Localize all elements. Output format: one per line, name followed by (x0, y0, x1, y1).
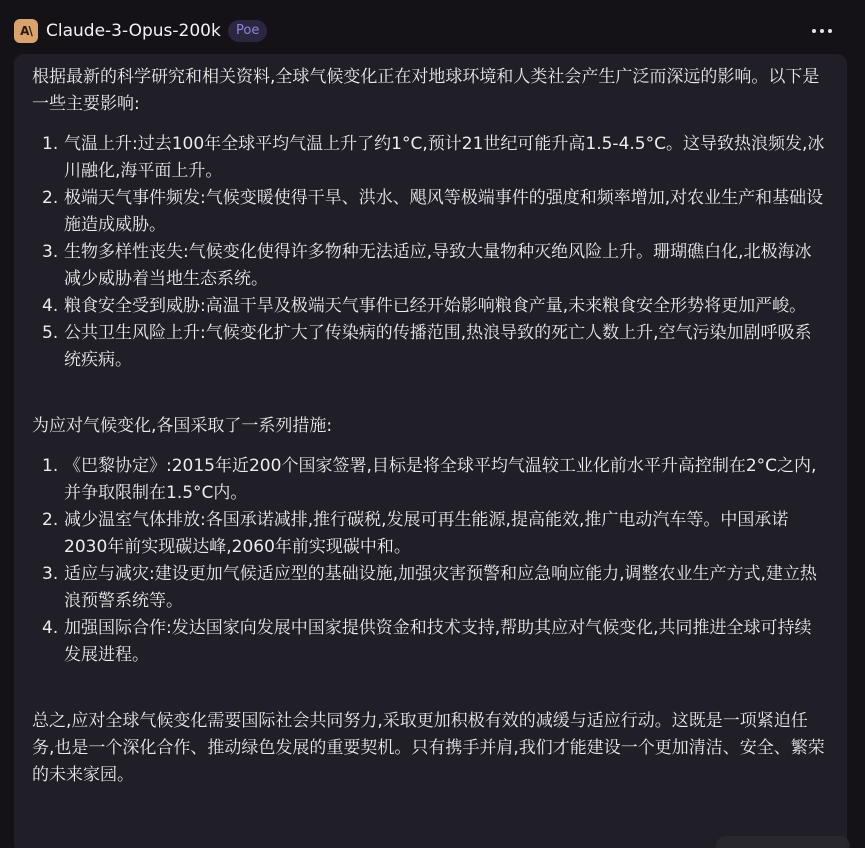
poe-badge: Poe (228, 20, 267, 42)
list-item (32, 239, 827, 293)
list-item (32, 320, 827, 374)
more-options-icon[interactable] (808, 20, 836, 42)
dot (820, 29, 824, 33)
list-item-text: 气温上升:过去100年全球平均气温上升了约1°C,预计21世纪可能升高1.5-4.5°C。这导致热浪频发,冰川融化,海平面上升。 (64, 134, 825, 181)
list-item (32, 507, 827, 561)
list-number: 1. (42, 134, 59, 154)
list-number: 2. (42, 510, 59, 530)
watermark (716, 836, 850, 848)
list-number: 1. (42, 456, 59, 476)
measures-intro: 为应对气候变化,各国采取了一系列措施: (32, 416, 333, 436)
list-item-text: 生物多样性丧失:气候变化使得许多物种无法适应,导致大量物种灭绝风险上升。珊瑚礁白化,北极海冰减少威胁着当地生态系统。 (64, 242, 812, 289)
bot-message-bubble (14, 54, 847, 848)
impacts-list (32, 131, 827, 374)
spacer (32, 440, 827, 453)
list-item-text: 加强国际合作:发达国家向发展中国家提供资金和技术支持,帮助其应对气候变化,共同推进全球可持续发展进程。 (64, 618, 812, 665)
chat-header (0, 0, 865, 52)
measures-list (32, 453, 827, 669)
list-number: 4. (42, 296, 59, 316)
list-item (32, 293, 827, 320)
bot-name[interactable]: Claude-3-Opus-200k (46, 21, 221, 41)
list-item-text: 《巴黎协定》:2015年近200个国家签署,目标是将全球平均气温较工业化前水平升高控制在2°C之内,并争取限制在1.5°C内。 (64, 456, 817, 503)
list-number: 5. (42, 323, 59, 343)
bot-avatar-logo: A\ (20, 24, 32, 38)
list-number: 4. (42, 618, 59, 638)
list-item-text: 适应与减灾:建设更加气候适应型的基础设施,加强灾害预警和应急响应能力,调整农业生产方式,建立热浪预警系统等。 (64, 564, 817, 611)
list-number: 2. (42, 188, 59, 208)
list-number: 3. (42, 564, 59, 584)
message-conclusion: 总之,应对全球气候变化需要国际社会共同努力,采取更加积极有效的减缓与适应行动。这既是一项紧迫任务,也是一个深化合作、推动绿色发展的重要契机。只有携手并肩,我们才能建设一个更加清洁、安全、繁荣的未来家园。 (32, 711, 825, 785)
list-item-text: 公共卫生风险上升:气候变化扩大了传染病的传播范围,热浪导致的死亡人数上升,空气污染加剧呼吸系统疾病。 (64, 323, 812, 370)
list-item-text: 减少温室气体排放:各国承诺减排,推行碳税,发展可再生能源,提高能效,推广电动汽车等。中国承诺2030年前实现碳达峰,2060年前实现碳中和。 (64, 510, 789, 557)
list-item-text: 粮食安全受到威胁:高温干旱及极端天气事件已经开始影响粮食产量,未来粮食安全形势将更加严峻。 (64, 296, 807, 316)
dot (828, 29, 832, 33)
list-item (32, 131, 827, 185)
list-item-text: 极端天气事件频发:气候变暖使得干旱、洪水、飓风等极端事件的强度和频率增加,对农业生产和基础设施造成威胁。 (64, 188, 824, 235)
bot-avatar[interactable] (14, 19, 38, 43)
list-number: 3. (42, 242, 59, 262)
spacer (32, 669, 827, 708)
spacer (32, 374, 827, 413)
list-item (32, 453, 827, 507)
list-item (32, 185, 827, 239)
list-item (32, 615, 827, 669)
dot (812, 29, 816, 33)
list-item (32, 561, 827, 615)
spacer (32, 118, 827, 131)
message-intro: 根据最新的科学研究和相关资料,全球气候变化正在对地球环境和人类社会产生广泛而深远的影响。以下是一些主要影响: (32, 67, 820, 114)
